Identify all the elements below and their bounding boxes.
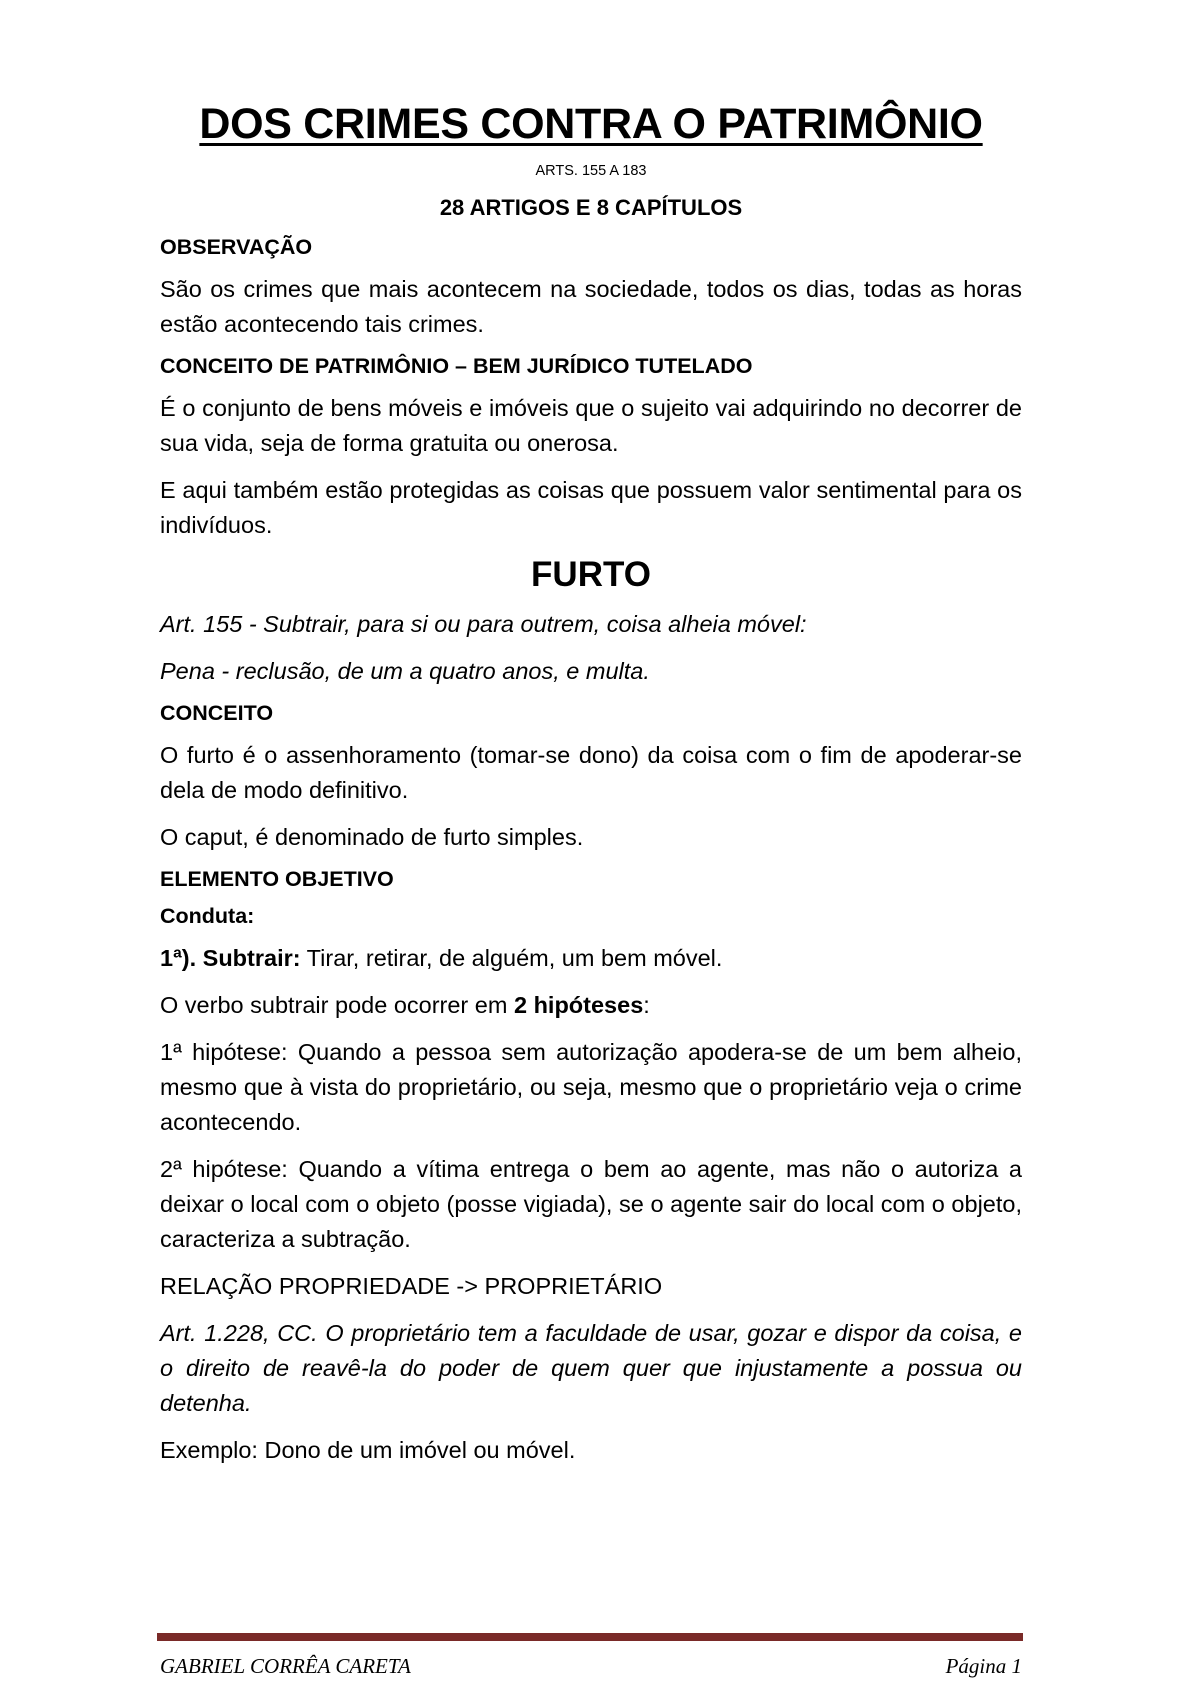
subtrair-text: Tirar, retirar, de alguém, um bem móvel. bbox=[300, 945, 723, 971]
footer-author: GABRIEL CORRÊA CARETA bbox=[160, 1654, 411, 1678]
document-title: DOS CRIMES CONTRA O PATRIMÔNIO bbox=[199, 100, 983, 148]
elemento-objetivo-heading: ELEMENTO OBJETIVO bbox=[160, 867, 394, 891]
hipotese2-paragraph: 2ª hipótese: Quando a vítima entrega o bem ao agente, mas não o autoriza a deixar o local com o objeto (posse vigiada), se o agente sair do local com o objeto, caracteriza a subtração. bbox=[160, 1156, 1022, 1252]
conceito-heading: CONCEITO bbox=[160, 701, 274, 725]
subtrair-prefix: 1ª). Subtrair: bbox=[160, 945, 301, 971]
conceito-patrimonio-heading: CONCEITO DE PATRIMÔNIO – BEM JURÍDICO TUTELADO bbox=[160, 354, 753, 378]
art155-paragraph: Art. 155 - Subtrair, para si ou para outrem, coisa alheia móvel: bbox=[160, 611, 807, 637]
pena-paragraph: Pena - reclusão, de um a quatro anos, e multa. bbox=[160, 658, 650, 684]
verbo-paragraph bbox=[160, 988, 1022, 1023]
exemplo-paragraph: Exemplo: Dono de um imóvel ou móvel. bbox=[160, 1437, 576, 1463]
observacao-paragraph: São os crimes que mais acontecem na sociedade, todos os dias, todas as horas estão acontecendo tais crimes. bbox=[160, 276, 1022, 337]
summary-line: 28 ARTIGOS E 8 CAPÍTULOS bbox=[439, 195, 743, 220]
conduta-heading: Conduta: bbox=[160, 904, 255, 928]
art1228-paragraph: Art. 1.228, CC. O proprietário tem a faculdade de usar, gozar e dispor da coisa, e o direito de reavê-la do poder de quem quer que injustamente a possua ou detenha. bbox=[160, 1320, 1022, 1416]
valor-sentimental-paragraph: E aqui também estão protegidas as coisas que possuem valor sentimental para os indivíduos. bbox=[160, 477, 1022, 538]
conceito-patrimonio-paragraph: É o conjunto de bens móveis e imóveis que o sujeito vai adquirindo no decorrer de sua vida, seja de forma gratuita ou onerosa. bbox=[160, 395, 1022, 456]
conceito-paragraph: O furto é o assenhoramento (tomar-se dono) da coisa com o fim de apoderar-se dela de modo definitivo. bbox=[160, 742, 1022, 803]
verbo-suffix: : bbox=[643, 992, 650, 1018]
page-footer bbox=[160, 1654, 1022, 1679]
document-page bbox=[160, 100, 1022, 1480]
arts-range: ARTS. 155 A 183 bbox=[535, 163, 647, 179]
caput-paragraph: O caput, é denominado de furto simples. bbox=[160, 824, 584, 850]
hipotese1-paragraph: 1ª hipótese: Quando a pessoa sem autorização apodera-se de um bem alheio, mesmo que à vista do proprietário, ou seja, mesmo que o proprietário veja o crime acontecendo. bbox=[160, 1039, 1022, 1135]
verbo-prefix: O verbo subtrair pode ocorrer em bbox=[160, 992, 514, 1018]
footer-page-number: Página 1 bbox=[945, 1654, 1022, 1678]
relacao-paragraph: RELAÇÃO PROPRIEDADE -> PROPRIETÁRIO bbox=[160, 1273, 663, 1299]
footer-rule bbox=[157, 1633, 1023, 1641]
subtrair-paragraph bbox=[160, 941, 1022, 976]
verbo-bold: 2 hipóteses bbox=[513, 992, 644, 1018]
observacao-heading: OBSERVAÇÃO bbox=[160, 235, 313, 259]
furto-title: FURTO bbox=[531, 555, 651, 594]
